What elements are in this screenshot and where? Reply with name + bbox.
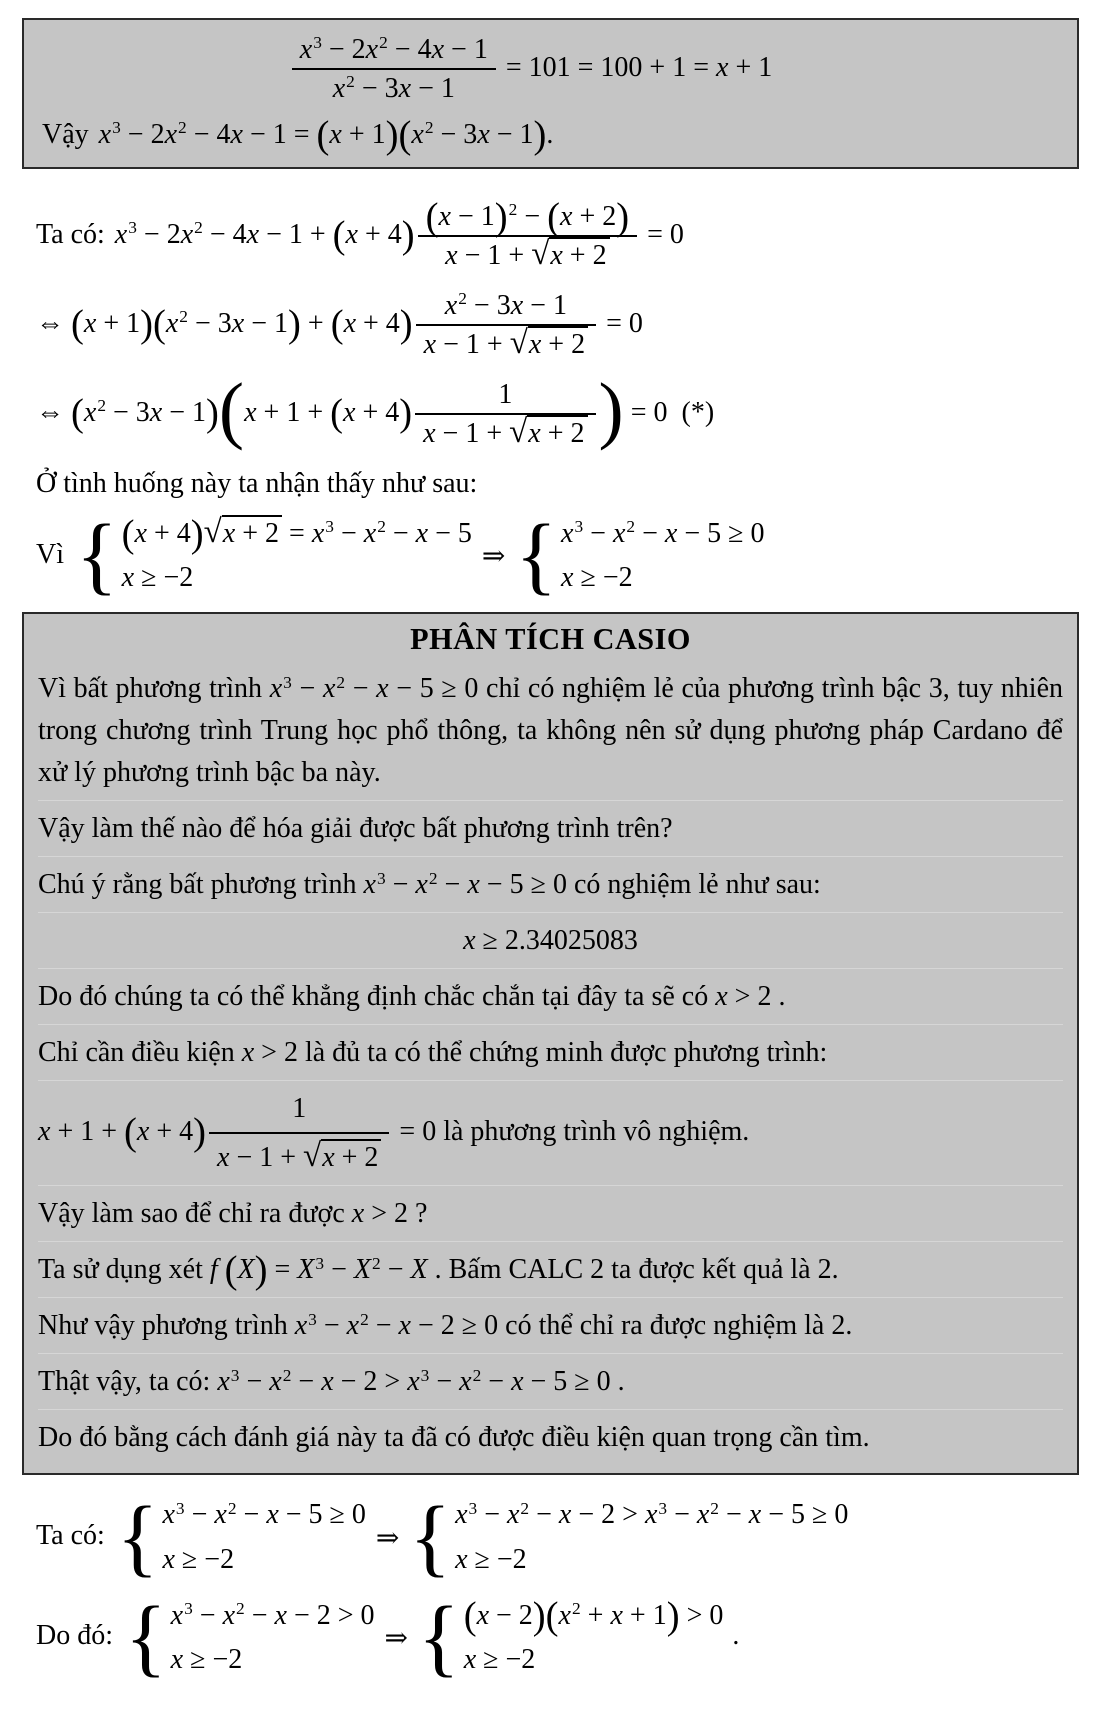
- conclusion-line-2: [36, 1589, 1079, 1686]
- casio-title: PHÂN TÍCH CASIO: [410, 622, 691, 657]
- derivation-line-2: ⇔ $(x + 1)(x^2 - 3x - 1) + (x + 4)$ $\frac{x^2 - 3x - 1}{x - 1 + √x + 2}$ = 0: [36, 289, 643, 361]
- casio-paragraph-10: Như vậy phương trình $x^3 - x^2 - x - 2 \ge 0$ có thể chỉ ra được nghiệm là 2.: [38, 1298, 1063, 1354]
- casio-paragraph-6: Chỉ cần điều kiện x > 2 là đủ ta có thể chứng minh được phương trình:: [38, 1025, 1063, 1081]
- derivation-line-1: [36, 196, 1079, 272]
- derivation-line-4-label: Vì: [36, 538, 64, 570]
- conclusion-line-2-label: Do đó:: [36, 1620, 113, 1652]
- conclusion-section: [22, 1488, 1079, 1686]
- casio-paragraph-12: Do đó bằng cách đánh giá này ta đã có được điều kiện quan trọng cần tìm.: [38, 1422, 870, 1454]
- conclusion-line-1-math: { $x^3 - x^2 - x - 5 \ge 0$ x ≥ −2 ⇒ { $x^3 - x^2 - x - 2 > x^3 - x^2 - x - 5 \ge 0$ x ≥ −2: [116, 1488, 849, 1585]
- casio-paragraph-8: Vậy làm sao để chỉ ra được x > 2 ?: [38, 1186, 1063, 1242]
- derivation-line-4-math: { $(x + 4)√x + 2 = x^3 - x^2 - x - 5$ x ≥ −2 ⇒ { $x^3 - x^2 - x - 5 \ge 0$ x ≥ −2: [76, 507, 765, 604]
- casio-paragraph-1: Vì bất phương trình $x^3 - x^2 - x - 5 \ge 0$ chỉ có nghiệm lẻ của phương trình bậc 3, tuy nhiên trong chương trình Trung học phổ thông, ta không nên sử dụng phương pháp Cardano để xử lý phương trình bậc ba này.: [38, 661, 1063, 801]
- casio-paragraph-11: Thật vậy, ta có: $x^3 - x^2 - x - 2 > x^3 - x^2 - x - 5 \ge 0$ .: [38, 1354, 1063, 1410]
- casio-analysis-box: [22, 612, 1079, 1475]
- factor-fraction-equation: $\frac{x^3 - 2x^2 - 4x - 1}{x^2 - 3x - 1}$ = 101 = 100 + 1 = x + 1: [38, 34, 1023, 105]
- factor-result-line: [42, 114, 1063, 157]
- casio-root-value: x ≥ 2.34025083: [38, 913, 1063, 969]
- factor-result-math: $x^3 - 2x^2 - 4x - 1 = (x + 1)(x^2 - 3x - 1)$.: [98, 114, 554, 157]
- derivation-section: [22, 179, 1079, 604]
- factor-result-label: Vậy: [42, 119, 89, 150]
- derivation-line-1-label: Ta có:: [36, 218, 105, 250]
- derivation-line-3: ⇔ $(x^2 - 3x - 1)(x + 1 + (x + 4)$ $\frac{1}{x - 1 + √x + 2}$ ) = 0 (*): [36, 368, 715, 452]
- conclusion-line-2-math: { $x^3 - x^2 - x - 2 > 0$ x ≥ −2 ⇒ { $(x - 2)(x^2 + x + 1) > 0$ x ≥ −2 .: [125, 1589, 740, 1686]
- casio-paragraph-2: Vậy làm thế nào để hóa giải được bất phương trình trên?: [38, 801, 1063, 857]
- casio-paragraph-9: Ta sử dụng xét f $(X) = X^3 - X^2 - X$ . Bấm CALC 2 ta được kết quả là 2.: [38, 1242, 1063, 1298]
- casio-paragraph-7: x + 1 + (x + 4) $\frac{1}{x - 1 + √x + 2}$ = 0 là phương trình vô nghiệm.: [38, 1081, 1063, 1186]
- conclusion-line-1-label: Ta có:: [36, 1519, 105, 1551]
- derivation-line-1-math: $x^3 - 2x^2 - 4x - 1 + (x + 4)$ $\frac{(x - 1)^2 - (x + 2)}{x - 1 + √x + 2}$ = 0: [114, 196, 684, 272]
- top-summary-box: [22, 18, 1079, 169]
- derivation-note: Ở tình huống này ta nhận thấy như sau:: [36, 468, 478, 499]
- casio-paragraph-3: Chú ý rằng bất phương trình $x^3 - x^2 - x - 5 \ge 0$ có nghiệm lẻ như sau:: [38, 857, 1063, 913]
- casio-paragraph-5: Do đó chúng ta có thể khẳng định chắc chắn tại đây ta sẽ có x > 2 .: [38, 969, 1063, 1025]
- derivation-line-4: [36, 507, 1079, 604]
- conclusion-line-1: [36, 1488, 1079, 1585]
